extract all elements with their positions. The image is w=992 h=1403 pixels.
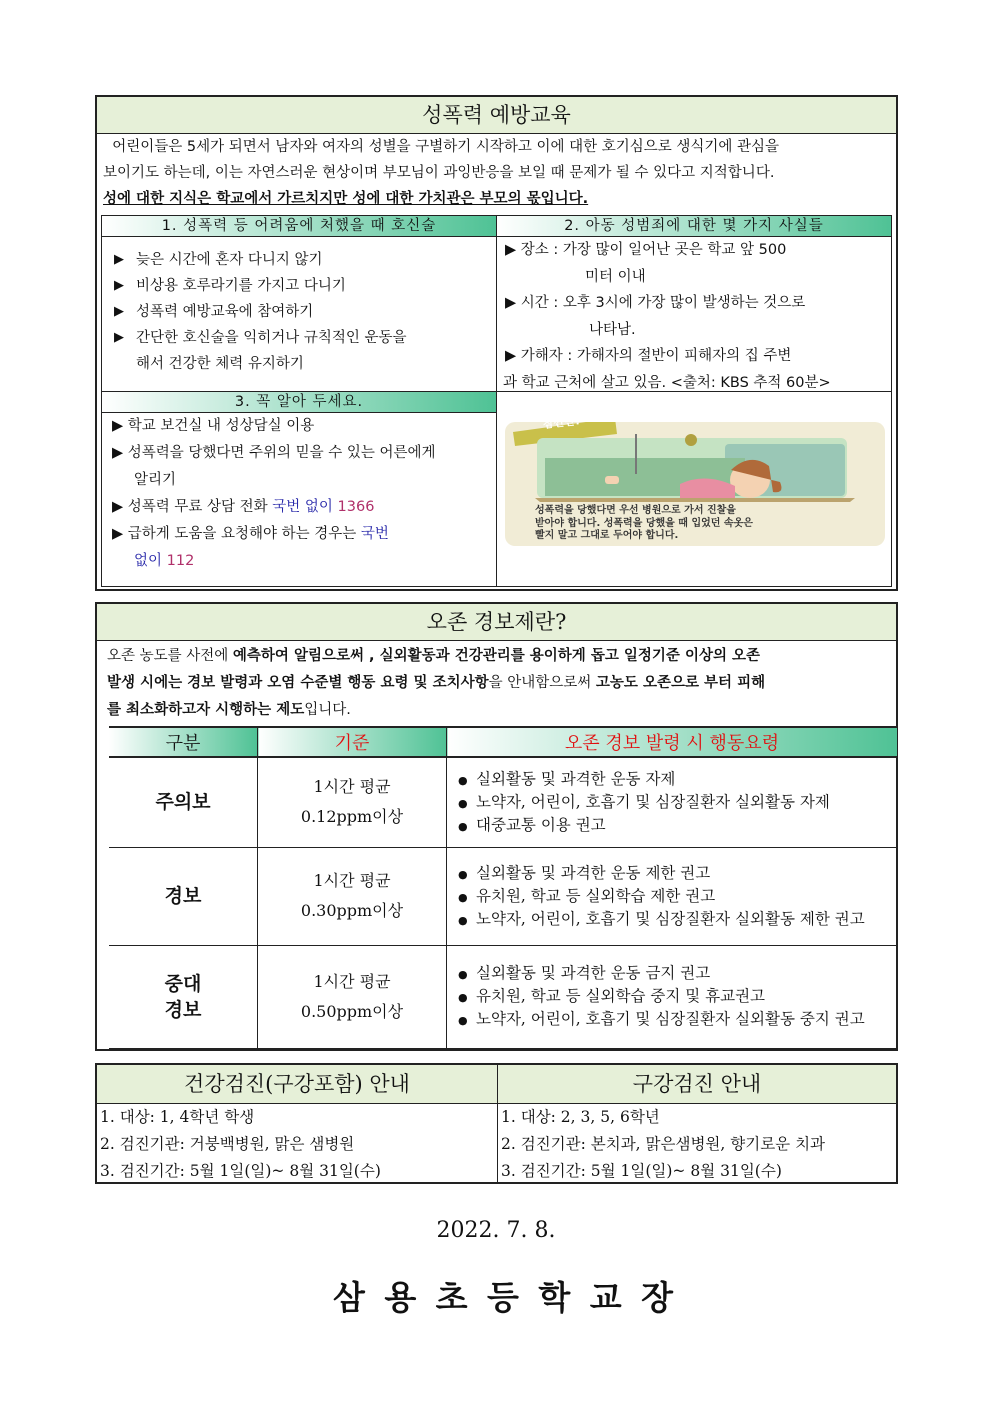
list-item: ▶ 학교 보건실 내 성상담실 이용 xyxy=(112,418,315,434)
list-item: 해서 건강한 체력 유지하기 xyxy=(136,356,304,372)
checkup-line: 2. 검진기관: 거붕백병원, 맑은 샘병원 xyxy=(100,1135,355,1153)
checkup-line: 2. 검진기관: 본치과, 맑은샘병원, 향기로운 치과 xyxy=(501,1135,826,1153)
info-grid xyxy=(101,215,892,587)
must-know-box xyxy=(101,391,497,587)
checkup-line: 1. 대상: 1, 4학년 학생 xyxy=(100,1108,255,1126)
illustration-caption: 성폭력을 당했다면 우선 병원으로 가서 진찰을 받아야 합니다. 성폭력을 당했을 때 입었던 속옷은 빨지 말고 그대로 두어야 합니다. xyxy=(535,505,753,541)
self-defense-box xyxy=(101,215,497,392)
emergency-number: 112 xyxy=(162,553,195,569)
action-cell: ● 실외활동 및 과격한 운동 제한 권고 ● 유치원, 학교 등 실외학습 제한 권고 ● 노약자, 어린이, 호흡기 및 심장질환자 실외활동 제한 권고 xyxy=(447,847,898,945)
hotline-number: 1366 xyxy=(332,499,375,515)
ozone-description xyxy=(97,641,896,724)
checkup-line: 3. 검진기간: 5월 1일(일)~ 8월 31일(수) xyxy=(501,1162,782,1180)
header-level: 구분 xyxy=(109,727,258,757)
illustration xyxy=(505,414,885,546)
standard-cell: 1시간 평균 0.12ppm이상 xyxy=(258,757,447,847)
desc-line: 를 최소화하고자 시행하는 제도입니다. xyxy=(107,702,351,718)
health-checkup-box xyxy=(97,1065,498,1182)
checkup-section xyxy=(95,1063,898,1184)
list-item-cont: 없이 112 xyxy=(134,553,195,569)
hotline-label: 국번 없이 xyxy=(272,499,333,515)
table-header-row xyxy=(109,727,897,757)
fact-place: ▶ 장소 : 가장 많이 일어난 곳은 학교 앞 500 xyxy=(505,242,787,258)
standard-cell: 1시간 평균 0.50ppm이상 xyxy=(258,945,447,1049)
principal-signature: 삼 용 초 등 학 교 장 xyxy=(332,1278,678,1317)
desc-line: 오존 농도를 사전에 예측하여 알림으로써 , 실외활동과 건강관리를 용이하게 돕고 일정기준 이상의 오존 xyxy=(107,648,761,664)
intro-paragraph xyxy=(97,134,896,212)
child-crime-facts-box xyxy=(496,215,892,392)
list-item: ▶ 늦은 시간에 혼자 다니지 않기 xyxy=(114,252,323,268)
dental-checkup-box xyxy=(498,1065,896,1182)
checkup-line: 1. 대상: 2, 3, 5, 6학년 xyxy=(501,1108,660,1126)
fact-perpetrator: ▶ 가해자 : 가해자의 절반이 피해자의 집 주변 xyxy=(505,348,792,364)
level-cell: 주의보 xyxy=(109,757,258,847)
checkup-line: 3. 검진기간: 5월 1일(일)~ 8월 31일(수) xyxy=(100,1162,381,1180)
health-checkup-title: 건강검진(구강포함) 안내 xyxy=(97,1065,497,1104)
desc-line: 발생 시에는 경보 발령과 오염 수준별 행동 요령 및 조치사항을 안내함으로써 고농도 오존으로 부터 피해 xyxy=(107,675,766,691)
action-cell: ● 실외활동 및 과격한 운동 자제 ● 노약자, 어린이, 호흡기 및 심장질환자 실외활동 자제 ● 대중교통 이용 권고 xyxy=(447,757,898,847)
intro-line: 어린이들은 5세가 되면서 남자와 여자의 성별을 구별하기 시작하고 이에 대한 호기심으로 생식기에 관심을 xyxy=(103,139,780,155)
standard-cell: 1시간 평균 0.30ppm이상 xyxy=(258,847,447,945)
fact-place-cont: 미터 이내 xyxy=(585,268,646,285)
header-standard: 기준 xyxy=(258,727,447,757)
table-row xyxy=(109,945,897,1049)
header-action: 오존 경보 발령 시 행동요령 xyxy=(447,727,898,757)
list-item-cont: 알리기 xyxy=(134,472,177,488)
fact-perpetrator-cont: 과 학교 근처에 살고 있음. <출처: KBS 추적 60분> xyxy=(503,374,831,391)
must-know-heading: 3. 꼭 알아 두세요. xyxy=(101,391,497,413)
illustration-tag: 잠깐만! xyxy=(542,414,581,431)
list-item: ▶ 비상용 호루라기를 가지고 다니기 xyxy=(114,278,346,294)
list-item: ▶ 성폭력 무료 상담 전화 국번 없이 1366 xyxy=(112,499,375,515)
table-row xyxy=(109,757,897,847)
list-item: ▶ 성폭력을 당했다면 주위의 믿을 수 있는 어른에게 xyxy=(112,445,436,461)
list-item: ▶ 성폭력 예방교육에 참여하기 xyxy=(114,304,314,320)
section-title: 성폭력 예방교육 xyxy=(97,97,896,134)
dental-checkup-title: 구강검진 안내 xyxy=(498,1065,896,1104)
fact-time: ▶ 시간 : 오후 3시에 가장 많이 발생하는 것으로 xyxy=(505,295,806,311)
intro-line: 보이기도 하는데, 이는 자연스러운 현상이며 부모님이 과잉반응을 보일 때 문제가 될 수 있다고 지적합니다. xyxy=(103,165,775,181)
list-item: ▶ 급하게 도움을 요청해야 하는 경우는 국번 xyxy=(112,526,389,542)
action-cell: ● 실외활동 및 과격한 운동 금지 권고 ● 유치원, 학교 등 실외학습 중지 및 휴교권고 ● 노약자, 어린이, 호흡기 및 심장질환자 실외활동 중지 권고 xyxy=(447,945,898,1049)
self-defense-heading: 1. 성폭력 등 어려움에 처했을 때 호신술 xyxy=(101,215,497,237)
table-row xyxy=(109,847,897,945)
document-date: 2022. 7. 8. xyxy=(436,1218,556,1243)
list-item: ▶ 간단한 호신술을 익히거나 규칙적인 운동을 xyxy=(114,330,407,346)
ozone-table xyxy=(109,726,897,1050)
level-cell: 중대 경보 xyxy=(109,945,258,1049)
sexual-violence-prevention-section xyxy=(95,95,898,591)
illustration-box xyxy=(496,391,892,587)
level-cell: 경보 xyxy=(109,847,258,945)
intro-emphasis: 성에 대한 지식은 학교에서 가르치지만 성에 대한 가치관은 부모의 몫입니다. xyxy=(103,191,589,207)
fact-time-cont: 나타남. xyxy=(589,321,636,338)
ozone-alert-section xyxy=(95,602,898,1051)
child-crime-facts-heading: 2. 아동 성범죄에 대한 몇 가지 사실들 xyxy=(496,215,892,237)
section-title: 오존 경보제란? xyxy=(97,604,896,641)
